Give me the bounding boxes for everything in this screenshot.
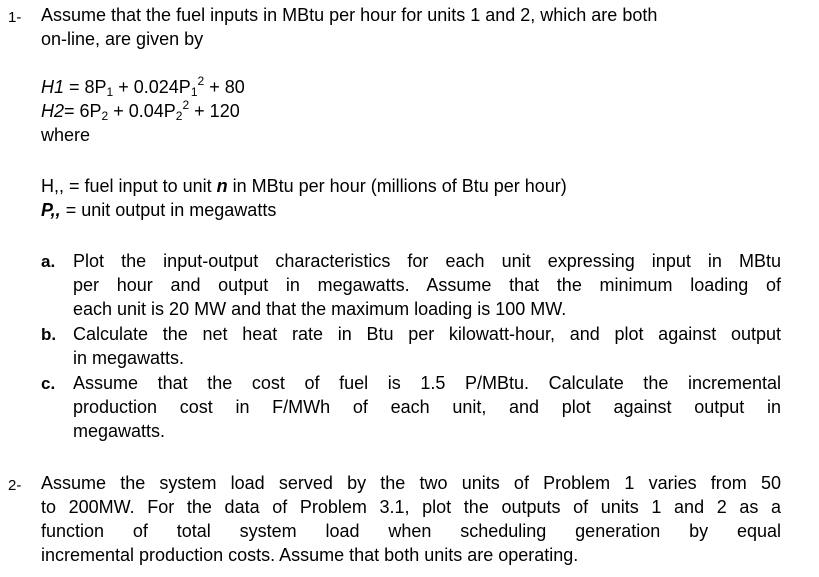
equation-h1-term1: = 8P [64, 77, 107, 97]
part-c-letter: c. [41, 374, 56, 393]
equation-h1-lhs: H1 [41, 77, 65, 97]
definition-h-n: n [216, 176, 228, 196]
problem-2-number: 2- [8, 477, 22, 494]
equation-h2-term2: + 0.04P [108, 101, 176, 121]
problem-1-number: 1- [8, 9, 22, 26]
part-c-line-1: Assume that the cost of fuel is 1.5 P/MBtu. Calculate the incremental [73, 373, 781, 393]
part-b-line-1: Calculate the net heat rate in Btu per kilowatt-hour, and plot against output [73, 324, 781, 344]
equation-h1 [41, 74, 245, 99]
definition-h-text: = fuel input to unit [64, 176, 217, 196]
equation-h2-sub1: 2 [101, 109, 109, 123]
where-label: where [41, 125, 91, 145]
definition-p-symbol: P,, [41, 200, 61, 220]
problem-2-line-4: incremental production costs. Assume that both units are operating. [41, 545, 579, 565]
problem-2-line-3: function of total system load when scheduling generation by equal [41, 521, 781, 541]
part-b-letter: b. [41, 325, 57, 344]
equation-h2-term1: = 6P [64, 101, 102, 121]
part-a-letter: a. [41, 252, 56, 271]
definition-h-symbol: H,, [41, 176, 65, 196]
definition-p [41, 200, 276, 221]
equation-h1-constant: + 80 [204, 77, 245, 97]
equation-h2-lhs: H2 [41, 101, 65, 121]
equation-h1-sub1: 1 [106, 85, 114, 99]
problem-2-line-2: to 200MW. For the data of Problem 3.1, plot the outputs of units 1 and 2 as a [41, 497, 781, 517]
problem-1-intro-line-1: Assume that the fuel inputs in MBtu per hour for units 1 and 2, which are both [41, 5, 658, 25]
part-b-line-2: in megawatts. [73, 348, 185, 368]
equation-h1-sub2: 1 [190, 85, 198, 99]
part-c-line-2: production cost in F/MWh of each unit, and plot against output in [73, 397, 781, 417]
equation-h2-sup2: 2 [182, 98, 190, 112]
definition-h-text-2: in MBtu per hour (millions of Btu per hour) [227, 176, 567, 196]
definition-p-text: = unit output in megawatts [60, 200, 277, 220]
equation-h2-constant: + 120 [189, 101, 240, 121]
equation-h1-term2: + 0.024P [113, 77, 191, 97]
part-a-line-1: Plot the input-output characteristics for each unit expressing input in MBtu [73, 251, 781, 271]
part-a-line-2: per hour and output in megawatts. Assume that the minimum loading of [73, 275, 781, 295]
part-a-line-3: each unit is 20 MW and that the maximum loading is 100 MW. [73, 299, 567, 319]
equation-h2-sub2: 2 [175, 109, 183, 123]
problem-2-line-1: Assume the system load served by the two units of Problem 1 varies from 50 [41, 473, 781, 493]
equation-h2 [41, 98, 240, 123]
problem-1-intro-line-2: on-line, are given by [41, 29, 204, 49]
part-c-line-3: megawatts. [73, 421, 166, 441]
definition-h [41, 176, 567, 197]
equation-h1-sup2: 2 [197, 74, 205, 88]
